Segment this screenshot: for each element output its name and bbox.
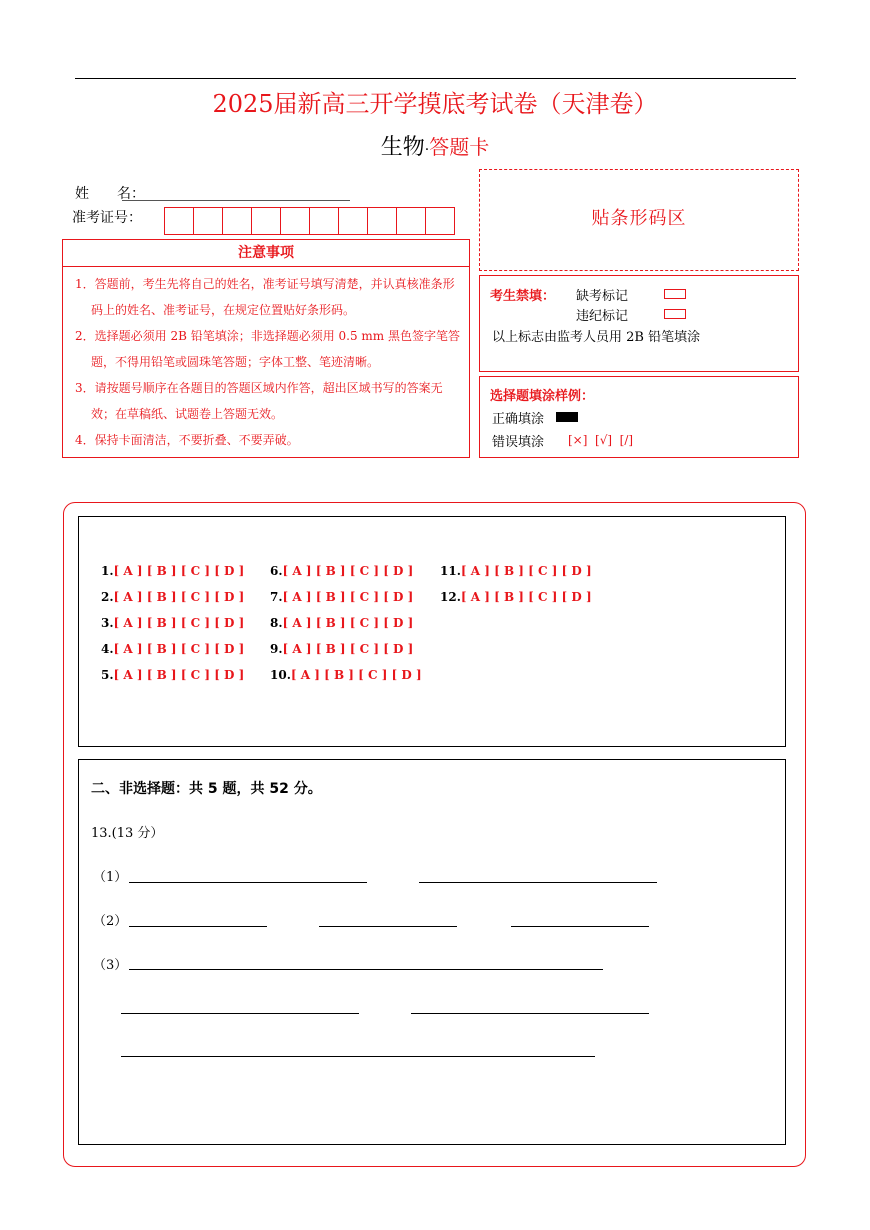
choice-row[interactable]: 11.[ A ] [ B ] [ C ] [ D ] [440, 564, 592, 578]
part-1-label: （1） [93, 870, 128, 885]
notice-item: 1．答题前，考生先将自己的姓名，准考证号填写清楚，并认真核准条形码上的姓名、准考证号，在规定位置贴好条形码。 [75, 277, 455, 317]
notice-item: 3．请按题号顺序在各题目的答题区域内作答，超出区域书写的答案无效；在草稿纸、试题卷上答题无效。 [75, 381, 443, 421]
id-cell[interactable] [280, 207, 310, 235]
choice-column-3 [440, 558, 592, 610]
id-label: 准考证号： [72, 210, 142, 226]
choice-row[interactable]: 3.[ A ] [ B ] [ C ] [ D ] [101, 616, 245, 630]
answer-blank[interactable] [121, 1056, 595, 1057]
absent-label: 缺考标记 [576, 289, 629, 304]
notice-heading: 注意事项 [63, 240, 469, 267]
id-grid[interactable] [165, 207, 455, 235]
sample-box [479, 376, 799, 458]
part-2-label: （2） [93, 914, 128, 929]
essay-section [78, 759, 786, 1145]
card-label: 答题卡 [429, 135, 490, 159]
id-cell[interactable] [338, 207, 368, 235]
choice-row[interactable]: 6.[ A ] [ B ] [ C ] [ D ] [270, 564, 414, 578]
notice-box [62, 239, 470, 458]
id-cell[interactable] [367, 207, 397, 235]
wrong-marks: [×] [√] [/] [568, 433, 634, 447]
choice-row[interactable]: 5.[ A ] [ B ] [ C ] [ D ] [101, 668, 245, 682]
choice-section [78, 516, 786, 747]
answer-blank[interactable] [129, 926, 267, 927]
choice-column-2 [270, 558, 422, 688]
answer-blank[interactable] [319, 926, 457, 927]
answer-blank[interactable] [129, 969, 603, 970]
id-cell[interactable] [222, 207, 252, 235]
barcode-area [479, 169, 799, 271]
id-cell[interactable] [309, 207, 339, 235]
absent-mark-box[interactable] [664, 289, 686, 299]
essay-heading: 二、非选择题：共 5 题，共 52 分。 [91, 781, 322, 797]
id-cell[interactable] [164, 207, 194, 235]
examiner-only-box [479, 275, 799, 372]
choice-row[interactable]: 10.[ A ] [ B ] [ C ] [ D ] [270, 668, 422, 682]
answer-blank[interactable] [419, 882, 657, 883]
correct-label: 正确填涂 [492, 412, 545, 427]
choice-row[interactable]: 4.[ A ] [ B ] [ C ] [ D ] [101, 642, 245, 656]
wrong-label: 错误填涂 [492, 435, 545, 450]
answer-blank[interactable] [511, 926, 649, 927]
exam-title: 2025届新高三开学摸底考试卷（天津卷） [212, 90, 658, 118]
choice-row[interactable]: 1.[ A ] [ B ] [ C ] [ D ] [101, 564, 245, 578]
choice-row[interactable]: 8.[ A ] [ B ] [ C ] [ D ] [270, 616, 414, 630]
answer-blank[interactable] [129, 882, 367, 883]
subject-name: 生物 [380, 135, 425, 160]
choice-row[interactable]: 9.[ A ] [ B ] [ C ] [ D ] [270, 642, 414, 656]
answer-blank[interactable] [411, 1013, 649, 1014]
top-rule [75, 78, 796, 79]
separator-dot: · [424, 142, 430, 158]
barcode-label: 贴条形码区 [591, 208, 687, 229]
id-cell[interactable] [425, 207, 455, 235]
sample-heading: 选择题填涂样例： [490, 389, 595, 404]
choice-row[interactable]: 2.[ A ] [ B ] [ C ] [ D ] [101, 590, 245, 604]
id-cell[interactable] [396, 207, 426, 235]
notice-list [63, 267, 469, 453]
subject-title [0, 130, 870, 161]
name-label: 姓 名： [75, 186, 145, 202]
violation-mark-box[interactable] [664, 309, 686, 319]
id-cell[interactable] [251, 207, 281, 235]
name-field[interactable] [122, 200, 350, 201]
notice-item: 4．保持卡面清洁，不要折叠、不要弄破。 [75, 433, 299, 447]
choice-row[interactable]: 12.[ A ] [ B ] [ C ] [ D ] [440, 590, 592, 604]
id-cell[interactable] [193, 207, 223, 235]
violation-label: 违纪标记 [576, 309, 629, 324]
question-13-title: 13.(13 分） [91, 826, 164, 841]
forbid-heading: 考生禁填： [490, 289, 556, 304]
correct-fill-mark [556, 412, 578, 422]
answer-blank[interactable] [121, 1013, 359, 1014]
choice-column-1 [101, 558, 244, 688]
forbid-note: 以上标志由监考人员用 2B 铅笔填涂 [492, 330, 701, 345]
notice-item: 2．选择题必须用 2B 铅笔填涂；非选择题必须用 0.5 mm 黑色签字笔答题，不得用铅笔或圆珠笔答题；字体工整、笔迹清晰。 [75, 329, 461, 369]
choice-row[interactable]: 7.[ A ] [ B ] [ C ] [ D ] [270, 590, 414, 604]
part-3-label: （3） [93, 958, 128, 973]
